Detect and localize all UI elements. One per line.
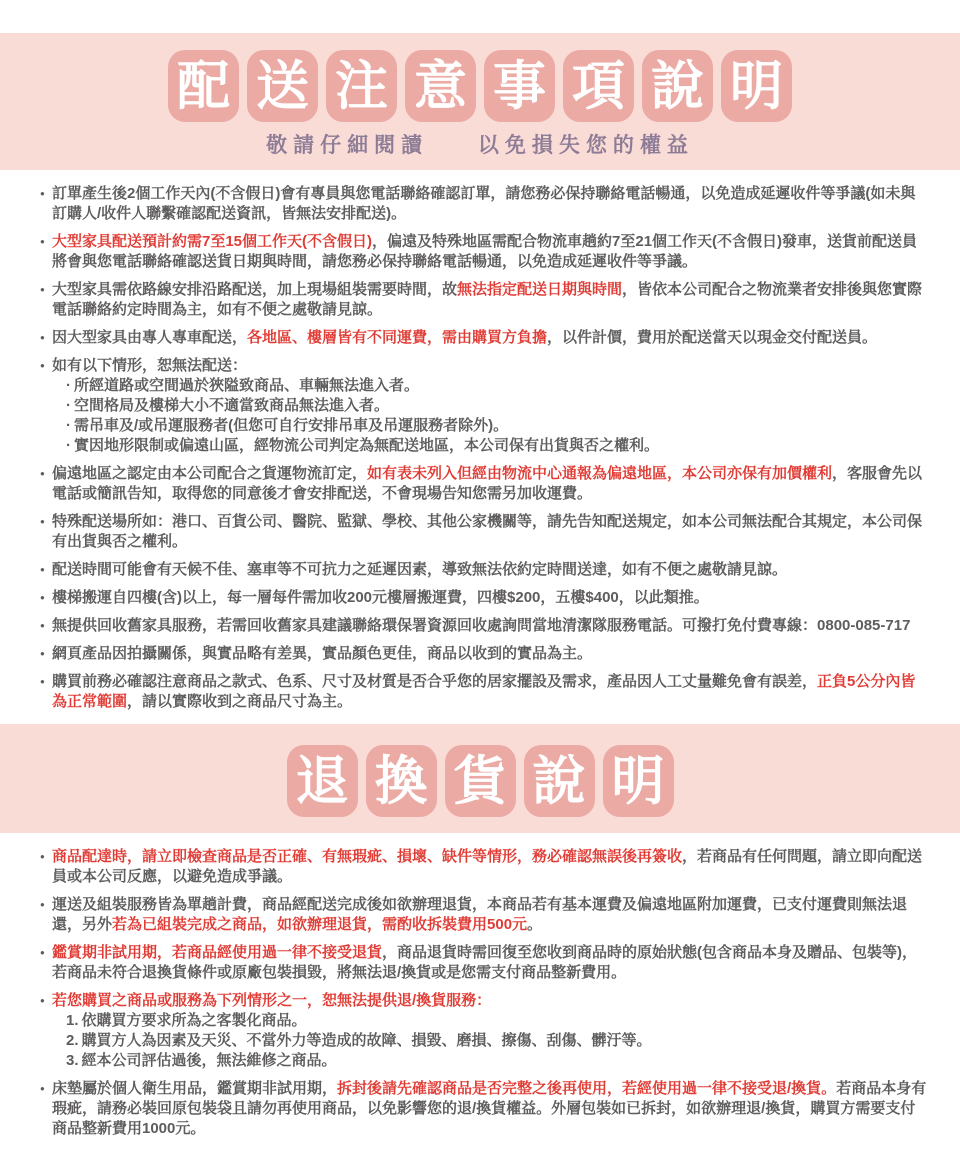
- body-text: 運送及組裝服務皆為單趟計費，商品經配送完成後如欲辦理退貨，本商品若有基本運費及偏遠地區附加運費，已支付運費則無法退還，另外: [52, 896, 908, 933]
- sub-item-marker: ·: [66, 437, 71, 454]
- title-tile: 貨: [445, 745, 516, 817]
- delivery-subtitle: [0, 129, 960, 159]
- sub-item: [52, 416, 930, 436]
- return-notes-list: [0, 833, 960, 1139]
- body-text: ，若商品有任何問題，請立即向配送員或本公司反應，以避免造成爭議。: [52, 848, 923, 885]
- item-text: [52, 589, 709, 606]
- highlighted-text: 正負5公分內皆為正常範圍: [52, 673, 916, 710]
- item-text: [52, 513, 922, 550]
- body-text: 網頁產品因拍攝關係，與實品略有差異，實品顏色更佳，商品以收到的實品為主。: [52, 645, 593, 662]
- item-text: [52, 992, 491, 1009]
- sub-item: [52, 376, 930, 396]
- title-tile: 說: [524, 745, 595, 817]
- sub-item: [52, 436, 930, 456]
- item-text: [52, 673, 915, 710]
- delivery-subtitle-left: 敬請仔細閱讀: [266, 134, 429, 157]
- returns-title: [0, 745, 960, 817]
- notice-item: [40, 991, 930, 1071]
- bullet-icon: ●: [40, 649, 45, 658]
- notice-item: [40, 616, 930, 636]
- bullet-icon: ●: [40, 333, 45, 342]
- bullet-icon: ●: [40, 361, 45, 370]
- sub-item: [52, 1031, 930, 1051]
- notice-item: [40, 464, 930, 504]
- delivery-banner: [0, 33, 960, 170]
- title-tile: 說: [642, 50, 713, 122]
- body-text: ，以件計價，費用於配送當天以現金交付配送員。: [547, 329, 878, 346]
- highlighted-text: 如有表未列入但經由物流中心通報為偏遠地區，本公司亦保有加價權利: [367, 465, 833, 482]
- body-text: 購買方人為因素及天災、不當外力等造成的故障、損毀、磨損、擦傷、刮傷、髒汙等。: [81, 1032, 652, 1049]
- body-text: 所經道路或空間過於狹隘致商品、車輛無法進入者。: [74, 377, 420, 394]
- notice-item: [40, 847, 930, 887]
- item-text: [52, 617, 910, 634]
- bullet-icon: ●: [40, 469, 45, 478]
- highlighted-text: 鑑賞期非試用期，若商品經使用過一律不接受退貨: [52, 944, 383, 961]
- item-text: [52, 896, 907, 933]
- notice-item: [40, 1079, 930, 1139]
- notice-item: [40, 356, 930, 456]
- bullet-icon: ●: [40, 517, 45, 526]
- item-text: [52, 1080, 926, 1137]
- bullet-icon: ●: [40, 285, 45, 294]
- body-text: 床墊屬於個人衛生用品，鑑賞期非試用期，: [52, 1080, 338, 1097]
- item-text: [52, 357, 247, 374]
- notice-item: [40, 560, 930, 580]
- bullet-icon: ●: [40, 1084, 45, 1093]
- body-text: ，偏遠及特殊地區需配合物流車趟約7至21個工作天(不含假日)發車，送貨前配送員將會與您電話聯絡確認送貨日期與時間，請您務必保持聯絡電話暢通，以免造成延遲收件等爭議。: [52, 233, 918, 270]
- bullet-icon: ●: [40, 996, 45, 1005]
- bullet-icon: ●: [40, 237, 45, 246]
- notice-item: [40, 895, 930, 935]
- body-text: 偏遠地區之認定由本公司配合之貨運物流訂定，: [52, 465, 368, 482]
- item-text: [52, 645, 592, 662]
- sub-item-marker: 3.: [66, 1052, 79, 1069]
- sub-item-marker: ·: [66, 397, 71, 414]
- body-text: ，皆依本公司配合之物流業者安排後與您實際電話聯絡約定時間為主，如有不便之處敬請見諒。: [52, 281, 923, 318]
- item-text: [52, 329, 877, 346]
- bullet-icon: ●: [40, 900, 45, 909]
- bullet-icon: ●: [40, 677, 45, 686]
- highlighted-text: 若您購買之商品或服務為下列情形之一，恕無法提供退/換貨服務：: [52, 992, 492, 1009]
- highlighted-text: 拆封後請先確認商品是否完整之後再使用，若經使用過一律不接受退/換貨。: [337, 1080, 837, 1097]
- title-tile: 明: [721, 50, 792, 122]
- sub-item-marker: ·: [66, 417, 71, 434]
- body-text: 。: [527, 916, 543, 933]
- body-text: 若商品本身有瑕疵，請務必裝回原包裝袋且請勿再使用商品，以免影響您的退/換貨權益。外層包裝如已拆封，如欲辦理退/換貨，購買方需要支付商品整新費用1000元。: [52, 1080, 927, 1137]
- body-text: 需吊車及/或吊運服務者(但您可自行安排吊車及吊運服務者除外)。: [74, 417, 509, 434]
- body-text: 樓梯搬運自四樓(含)以上，每一層每件需加收200元樓層搬運費，四樓$200，五樓$400，以此類推。: [52, 589, 709, 606]
- item-text: [52, 465, 922, 502]
- notice-item: [40, 184, 930, 224]
- title-tile: 配: [168, 50, 239, 122]
- bullet-icon: ●: [40, 189, 45, 198]
- highlighted-text: 若為已組裝完成之商品，如欲辦理退貨，需酌收拆裝費用500元: [112, 916, 528, 933]
- highlighted-text: 無法指定配送日期與時間: [457, 281, 623, 298]
- item-text: [52, 233, 917, 270]
- item-text: [52, 848, 922, 885]
- bullet-icon: ●: [40, 593, 45, 602]
- title-tile: 注: [326, 50, 397, 122]
- title-tile: 意: [405, 50, 476, 122]
- notice-item: [40, 512, 930, 552]
- bullet-icon: ●: [40, 565, 45, 574]
- notice-item: [40, 232, 930, 272]
- title-tile: 事: [484, 50, 555, 122]
- body-text: 因大型家具由專人專車配送，: [52, 329, 248, 346]
- title-tile: 送: [247, 50, 318, 122]
- body-text: 訂單產生後2個工作天內(不含假日)會有專員與您電話聯絡確認訂單，請您務必保持聯絡電話暢通，以免造成延遲收件等爭議(如未與訂購人/收件人聯繫確認配送資訊，皆無法安排配送)。: [52, 185, 916, 222]
- body-text: ，請以實際收到之商品尺寸為主。: [127, 693, 353, 710]
- delivery-notes-list: [0, 170, 960, 712]
- highlighted-text: 商品配達時，請立即檢查商品是否正確、有無瑕疵、損壞、缺件等情形，務必確認無誤後再簽收: [52, 848, 683, 865]
- delivery-title: [0, 50, 960, 122]
- sub-item-marker: 2.: [66, 1032, 79, 1049]
- item-text: [52, 281, 922, 318]
- bullet-icon: ●: [40, 621, 45, 630]
- title-tile: 退: [287, 745, 358, 817]
- body-text: 購買前務必確認注意商品之款式、色系、尺寸及材質是否合乎您的居家擺設及需求，產品因人工丈量難免會有誤差，: [52, 673, 818, 690]
- body-text: 如有以下情形，恕無法配送：: [52, 357, 248, 374]
- body-text: 經本公司評估過後，無法維修之商品。: [81, 1052, 337, 1069]
- sub-item-marker: ·: [66, 377, 71, 394]
- body-text: 無提供回收舊家具服務，若需回收舊家具建議聯絡環保署資源回收處詢問當地清潔隊服務電話。可撥打免付費專線：0800-085-717: [52, 617, 911, 634]
- body-text: 空間格局及樓梯大小不適當致商品無法進入者。: [74, 397, 390, 414]
- bullet-icon: ●: [40, 852, 45, 861]
- item-text: [52, 561, 787, 578]
- body-text: 依購買方要求所為之客製化商品。: [81, 1012, 307, 1029]
- body-text: ，商品退貨時需回復至您收到商品時的原始狀態(包含商品本身及贈品、包裝等)，若商品未符合退換貨條件或原廠包裝損毀，將無法退/換貨或是您需支付商品整新費用。: [52, 944, 918, 981]
- highlighted-text: 大型家具配送預計約需7至15個工作天(不含假日): [52, 233, 373, 250]
- bullet-icon: ●: [40, 948, 45, 957]
- sub-item: [52, 396, 930, 416]
- returns-banner: [0, 724, 960, 833]
- body-text: 配送時間可能會有天候不佳、塞車等不可抗力之延遲因素，導致無法依約定時間送達，如有不便之處敬請見諒。: [52, 561, 788, 578]
- notice-item: [40, 280, 930, 320]
- notice-item: [40, 943, 930, 983]
- title-tile: 換: [366, 745, 437, 817]
- body-text: 實因地形限制或偏遠山區，經物流公司判定為無配送地區，本公司保有出貨與否之權利。: [74, 437, 660, 454]
- delivery-subtitle-right: 以免損失您的權益: [477, 134, 694, 157]
- highlighted-text: 各地區、樓層皆有不同運費，需由購買方負擔: [247, 329, 548, 346]
- item-text: [52, 185, 915, 222]
- sub-item-marker: 1.: [66, 1012, 79, 1029]
- item-text: [52, 944, 917, 981]
- body-text: 大型家具需依路線安排沿路配送，加上現場組裝需要時間，故: [52, 281, 458, 298]
- notice-item: [40, 588, 930, 608]
- title-tile: 項: [563, 50, 634, 122]
- notice-item: [40, 644, 930, 664]
- sub-item: [52, 1051, 930, 1071]
- sub-item: [52, 1011, 930, 1031]
- notice-item: [40, 328, 930, 348]
- notice-item: [40, 672, 930, 712]
- body-text: ，客服會先以電話或簡訊告知，取得您的同意後才會安排配送，不會現場告知您需另加收運費。: [52, 465, 923, 502]
- body-text: 特殊配送場所如：港口、百貨公司、醫院、監獄、學校、其他公家機關等，請先告知配送規定，如本公司無法配合其規定，本公司保有出貨與否之權利。: [52, 513, 923, 550]
- title-tile: 明: [603, 745, 674, 817]
